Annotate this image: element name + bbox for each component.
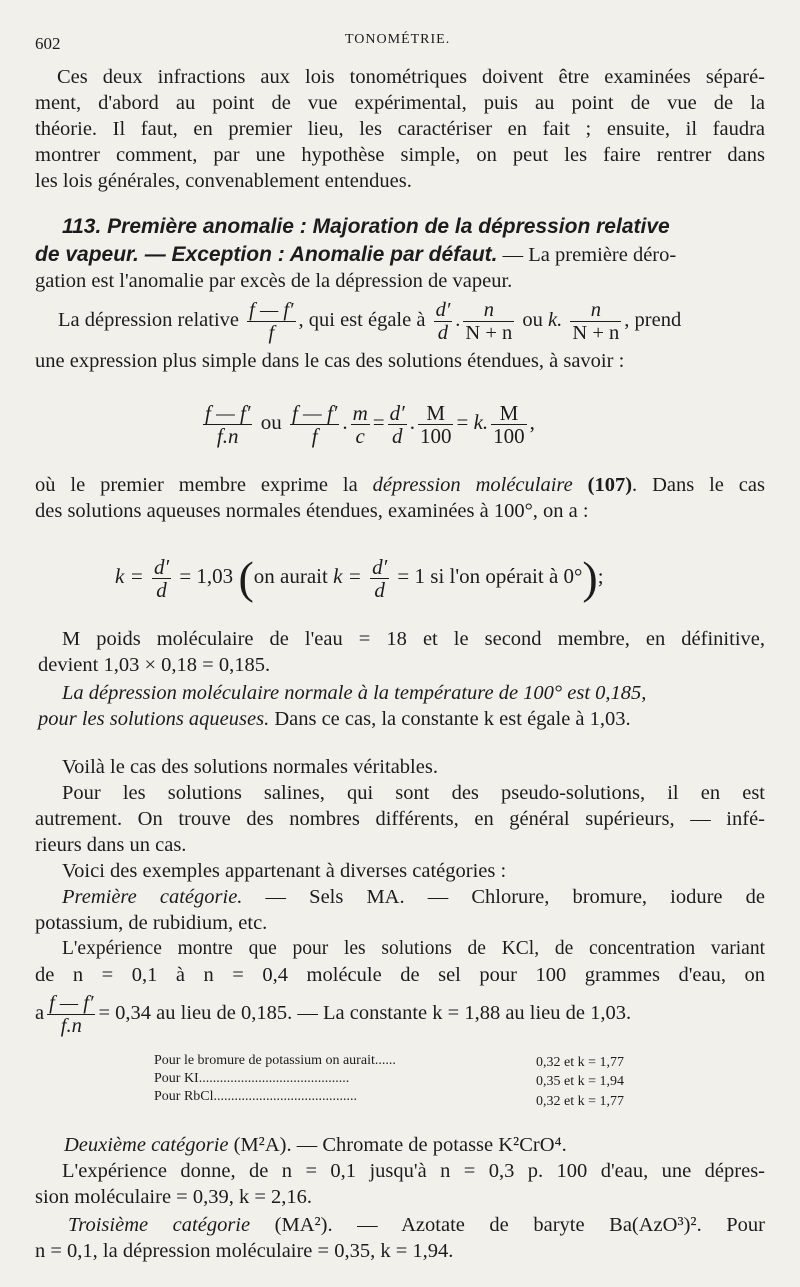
paragraph-line: Pour les solutions salines, qui sont des pseudo-solutions, il en est xyxy=(62,782,765,804)
fraction: $\frac{d'}{d}$ xyxy=(154,554,170,602)
paragraph-line: de n = 0,1 à n = 0,4 molécule de sel pour 100 grammes d'eau, on xyxy=(35,964,765,986)
table-row: Pour KI........................................... xyxy=(154,1071,350,1086)
formula-text: , prend xyxy=(624,309,682,331)
paragraph-line: autrement. On trouve des nombres différents, en général supérieurs, — infé- xyxy=(35,808,765,830)
paragraph-line: Voilà le cas des solutions normales véritables. xyxy=(62,756,438,778)
formula-text: La dépression relative xyxy=(58,309,240,331)
formula-k: k. xyxy=(548,309,563,331)
left-paren: ( xyxy=(238,552,254,604)
fraction: $\frac{d'}{d}$ xyxy=(389,400,405,448)
category-title: Deuxième catégorie xyxy=(64,1134,229,1156)
fraction: $\frac{m}{c}$ xyxy=(352,400,368,448)
section-heading-line2 xyxy=(35,242,765,268)
formula-text: ou xyxy=(260,410,282,434)
constant-formula: a $\frac{f — f'}{f.n}$ = 0,34 au lieu de 0,185. — La constante k = 1,88 au lieu de 1,03. xyxy=(35,991,632,1037)
section-heading-rest: — La première déro- xyxy=(497,244,677,266)
fraction: $\frac{M}{100}$ xyxy=(493,400,525,448)
formula-text: ; xyxy=(597,564,604,588)
section-heading: 113. Première anomalie : Majoration de la dépression relative xyxy=(62,215,670,238)
reference: (107) xyxy=(572,474,633,496)
table-row: Pour le bromure de potassium on aurait...... xyxy=(154,1053,396,1068)
relative-depression-formula: La dépression relative $\frac{f — f'}{f}$ , qui est égale à $\frac{d'}{d}$ . $\frac{n}{N + n}$ ou k. $\frac{n}{N + n}$ , prend xyxy=(58,298,682,344)
fraction: $\frac{d'}{d}$ xyxy=(372,554,388,602)
paragraph-line: gation est l'anomalie par excès de la dépression de vapeur. xyxy=(35,270,513,292)
paragraph-line: des solutions aqueuses normales étendues, examinées à 100°, on a : xyxy=(35,500,589,522)
formula-text: on aurait xyxy=(253,564,328,588)
fraction: $\frac{n}{N + n}$ xyxy=(465,298,513,344)
fraction: $\frac{f — f'}{f.n}$ xyxy=(205,400,251,448)
formula-text: = 1 si l'on opérait à 0° xyxy=(397,564,583,588)
paragraph-line: Troisième catégorie (MA²). — Azotate de baryte Ba(AzO³)². Pour xyxy=(68,1214,765,1236)
formula-text: ou xyxy=(522,309,543,331)
fraction: $\frac{d'}{d}$ xyxy=(435,298,451,344)
paragraph-line: où le premier membre exprime la dépression moléculaire (107). Dans le cas xyxy=(35,474,765,496)
table-value: 0,32 et k = 1,77 xyxy=(536,1055,624,1070)
formula-text: , qui est égale à xyxy=(298,309,426,331)
formula-k: k = xyxy=(333,564,362,588)
paragraph-line: rieurs dans un cas. xyxy=(35,834,187,856)
formula-text: = 1,03 xyxy=(179,564,234,588)
category-title: Première catégorie. xyxy=(62,886,243,908)
paragraph-line: sion moléculaire = 0,39, k = 2,16. xyxy=(35,1186,313,1208)
fraction: $\frac{f — f'}{f.n}$ xyxy=(49,991,94,1037)
formula-k: k. xyxy=(473,410,489,434)
fraction: $\frac{f — f'}{f}$ xyxy=(291,400,338,448)
fraction: $\frac{n}{N + n}$ xyxy=(572,298,620,344)
paragraph-line: Ces deux infractions aux lois tonométriques doivent être examinées séparé- xyxy=(57,66,765,88)
fraction: $\frac{f — f'}{f}$ xyxy=(249,298,294,344)
paragraph-line: n = 0,1, la dépression moléculaire = 0,35, k = 1,94. xyxy=(35,1240,454,1262)
fraction: $\frac{M}{100}$ xyxy=(419,400,452,448)
paragraph-line: Deuxième catégorie (M²A). — Chromate de potasse K²CrO⁴. xyxy=(64,1134,567,1156)
section-heading-bold: de vapeur. — Exception : Anomalie par défaut. xyxy=(35,243,498,266)
table-value: 0,35 et k = 1,94 xyxy=(536,1074,624,1089)
paragraph-line: Première catégorie. — Sels MA. — Chlorure, bromure, iodure de xyxy=(62,886,765,908)
paragraph-line: pour les solutions aqueuses. Dans ce cas, la constante k est égale à 1,03. xyxy=(38,708,631,730)
italic-statement: La dépression moléculaire normale à la température de 100° est 0,185, xyxy=(62,682,647,704)
paragraph-line: Voici des exemples appartenant à diverses catégories : xyxy=(62,860,507,882)
equation-1: $\frac{f — f'}{f.n}$ ou $\frac{f — f'}{f}$ . $\frac{m}{c}$ = $\frac{d'}{d}$ . $\frac{M}{100}$ = k. $\frac{M}{100}$ , xyxy=(205,400,535,448)
paragraph-line: devient 1,03 × 0,18 = 0,185. xyxy=(38,654,271,676)
paragraph-line: les lois générales, convenablement entendues. xyxy=(35,170,412,192)
paragraph-line: ment, d'abord au point de vue expérimental, puis au point de vue de la xyxy=(35,92,765,114)
table-row: Pour RbCl......................................... xyxy=(154,1089,358,1104)
paragraph-line: montrer comment, par une hypothèse simple, on peut les faire rentrer dans xyxy=(35,144,765,166)
italic-term: dépression moléculaire xyxy=(372,474,573,496)
category-title: Troisième catégorie xyxy=(68,1214,251,1236)
page-number: 602 xyxy=(35,34,61,53)
table-value: 0,32 et k = 1,77 xyxy=(536,1094,624,1109)
running-title: TONOMÉTRIE. xyxy=(345,32,451,47)
formula-k: k = xyxy=(115,564,144,588)
paragraph-line: une expression plus simple dans le cas des solutions étendues, à savoir : xyxy=(35,350,625,372)
paragraph-line: L'expérience montre que pour les solutions de KCl, de concentration variant xyxy=(62,938,765,959)
paragraph-line: M poids moléculaire de l'eau = 18 et le second membre, en définitive, xyxy=(62,628,765,650)
italic-term: pour les solutions aqueuses. xyxy=(38,708,270,730)
right-paren: ) xyxy=(582,552,598,604)
paragraph-line: théorie. Il faut, en premier lieu, les caractériser en fait ; ensuite, il faudra xyxy=(35,118,765,140)
paragraph-line: L'expérience donne, de n = 0,1 jusqu'à n = 0,3 p. 100 d'eau, une dépres- xyxy=(62,1160,765,1182)
paragraph-line: potassium, de rubidium, etc. xyxy=(35,912,268,934)
equation-2 xyxy=(115,546,604,606)
